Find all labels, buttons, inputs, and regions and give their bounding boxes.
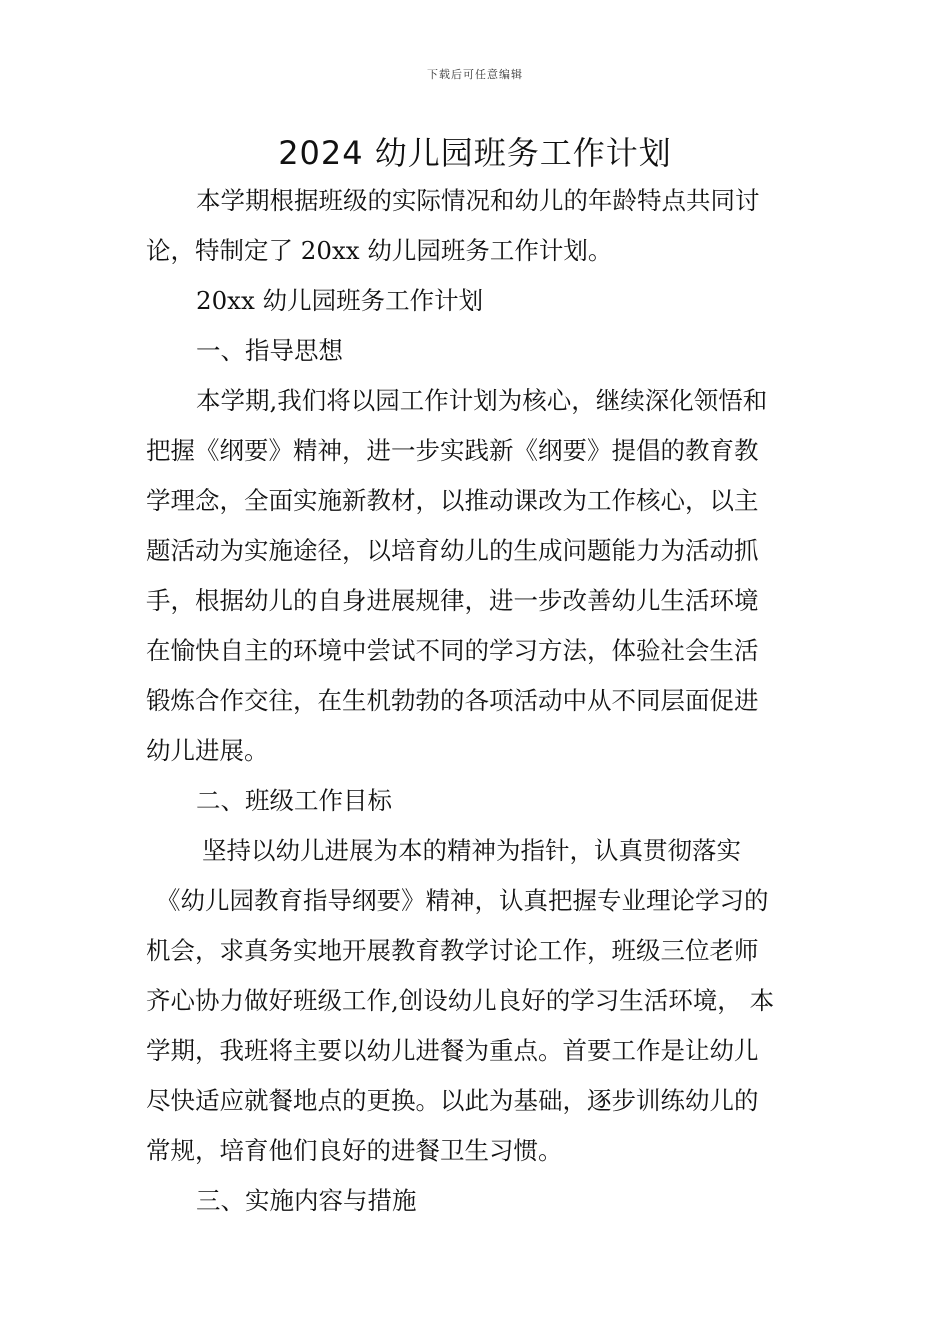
header-note: 下载后可任意编辑 <box>427 68 523 81</box>
document-body <box>146 176 806 1226</box>
paragraph-line: 本学期,我们将以园工作计划为核心，继续深化领悟和 <box>196 386 768 415</box>
paragraph-line: 把握《纲要》精神，进一步实践新《纲要》提倡的教育教 <box>146 436 759 465</box>
paragraph-line: 锻炼合作交往，在生机勃勃的各项活动中从不同层面促进 <box>146 686 759 715</box>
paragraph-line: 手，根据幼儿的自身进展规律，进一步改善幼儿生活环境 <box>146 586 759 615</box>
paragraph-line: 论，特制定了 20xx 幼儿园班务工作计划。 <box>146 236 613 265</box>
paragraph-line: 《幼儿园教育指导纲要》精神，认真把握专业理论学习的 <box>156 886 769 915</box>
section-heading: 三、实施内容与措施 <box>196 1186 417 1215</box>
document-title: 2024 幼儿园班务工作计划 <box>278 134 672 172</box>
paragraph-line: 学理念，全面实施新教材，以推动课改为工作核心，以主 <box>146 486 759 515</box>
paragraph-line: 幼儿进展。 <box>146 736 269 765</box>
paragraph-line: 坚持以幼儿进展为本的精神为指针，认真贯彻落实 <box>202 836 741 865</box>
paragraph-line: 机会，求真务实地开展教育教学讨论工作，班级三位老师 <box>146 936 759 965</box>
paragraph-line: 在愉快自主的环境中尝试不同的学习方法，体验社会生活 <box>146 636 759 665</box>
paragraph-line: 本学期根据班级的实际情况和幼儿的年龄特点共同讨 <box>196 186 760 215</box>
section-heading: 一、指导思想 <box>196 336 343 365</box>
paragraph-line: 题活动为实施途径，以培育幼儿的生成问题能力为活动抓 <box>146 536 759 565</box>
section-heading: 二、班级工作目标 <box>196 786 392 815</box>
section-subtitle: 20xx 幼儿园班务工作计划 <box>196 286 484 315</box>
paragraph-line: 齐心协力做好班级工作,创设幼儿良好的学习生活环境， 本 <box>146 986 775 1015</box>
paragraph-line: 常规，培育他们良好的进餐卫生习惯。 <box>146 1136 563 1165</box>
paragraph-line: 学期，我班将主要以幼儿进餐为重点。首要工作是让幼儿 <box>146 1036 759 1065</box>
paragraph-line: 尽快适应就餐地点的更换。以此为基础，逐步训练幼儿的 <box>146 1086 759 1115</box>
